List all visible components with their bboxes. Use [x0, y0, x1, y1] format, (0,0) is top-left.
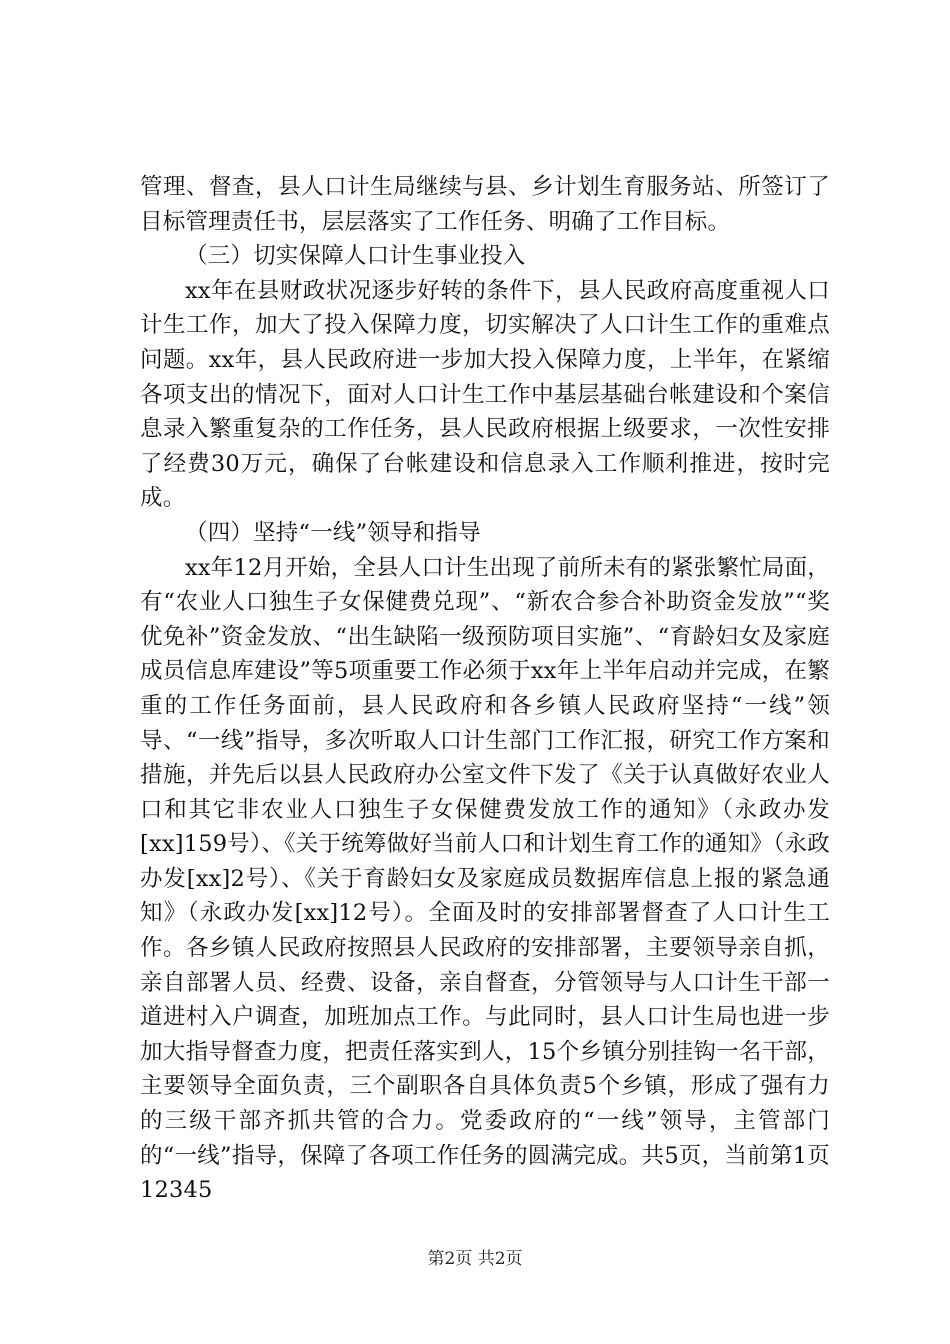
paragraph-funding: xx年在县财政状况逐步好转的条件下，县人民政府高度重视人口计生工作，加大了投入保障力度，切实解决了人口计生工作的重难点问题。xx年，县人民政府进一步加大投入保障力度，上半年，在紧缩各项支出的情况下，面对人口计生工作中基层基础台帐建设和个案信息录入繁重复杂的工作任务，县人民政府根据上级要求，一次性安排了经费30万元，确保了台帐建设和信息录入工作顺利推进，按时完成。: [140, 277, 830, 512]
paragraph-continuation: 管理、督查，县人口计生局继续与县、乡计划生育服务站、所签订了目标管理责任书，层层落实了工作任务、明确了工作目标。: [140, 174, 830, 235]
section-heading-4: （四）坚持“一线”领导和指导: [185, 519, 481, 546]
section-heading-3: （三）切实保障人口计生事业投入: [185, 243, 526, 270]
paragraph-leadership: xx年12月开始，全县人口计生出现了前所未有的紧张繁忙局面，有“农业人口独生子女保健费兑现”、“新农合参合补助资金发放”“奖优免补”资金发放、“出生缺陷一级预防项目实施”、“育龄妇女及家庭成员信息库建设”等5项重要工作必须于xx年上半年启动并完成，在繁重的工作任务面前，县人民政府和各乡镇人民政府坚持“一线”领导、“一线”指导，多次听取人口计生部门工作汇报，研究工作方案和措施，并先后以县人民政府办公室文件下发了《关于认真做好农业人口和其它非农业人口独生子女保健费发放工作的通知》（永政办发[xx]159号）、《关于统筹做好当前人口和计划生育工作的通知》（永政办发[xx]2号）、《关于育龄妇女及家庭成员数据库信息上报的紧急通知》（永政办发[xx]12号）。全面及时的安排部署督查了人口计生工作。各乡镇人民政府按照县人民政府的安排部署，主要领导亲自抓，亲自部署人员、经费、设备，亲自督查，分管领导与人口计生干部一道进村入户调查，加班加点工作。与此同时，县人口计生局也进一步加大指导督查力度，把责任落实到人，15个乡镇分别挂钩一名干部，主要领导全面负责，三个副职各自具体负责5个乡镇，形成了强有力的三级干部齐抓共管的合力。党委政府的“一线”领导，主管部门的“一线”指导，保障了各项工作任务的圆满完成。共5页，当前第1页12345: [140, 554, 831, 1204]
document-body: [140, 170, 830, 1208]
page-footer: 第2页 共2页: [427, 1249, 523, 1269]
